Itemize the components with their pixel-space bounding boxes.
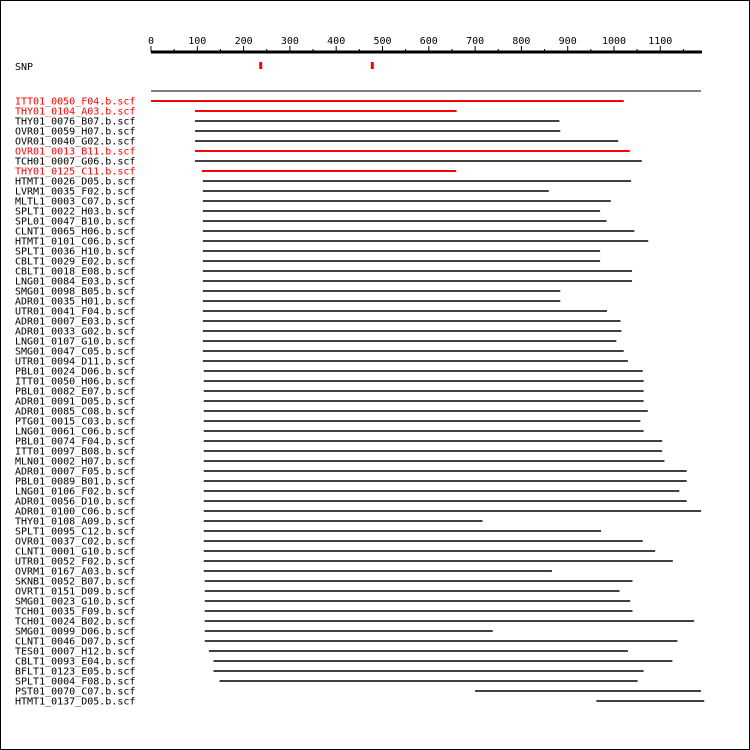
read-label: ADR01_0056_D10.b.scf xyxy=(15,496,136,508)
ruler-tick-label: 100 xyxy=(188,36,207,47)
read-label: LVRM1_0035_F02.b.scf xyxy=(15,186,136,198)
read-label: OVR01_0040_G02.b.scf xyxy=(15,136,136,148)
read-label: ADR01_0007_E03.b.scf xyxy=(15,316,136,328)
read-label: OVRT1_0151_D09.b.scf xyxy=(15,586,136,598)
read-label: ADR01_0085_C08.b.scf xyxy=(15,406,136,418)
read-label: MLN01_0002_H07.b.scf xyxy=(15,456,136,468)
alignment-chart xyxy=(1,1,749,749)
read-label: SPL01_0047_B10.b.scf xyxy=(15,216,136,228)
read-label: CLNT1_0046_D07.b.scf xyxy=(15,636,136,648)
read-label: SKNB1_0052_B07.b.scf xyxy=(15,576,136,588)
read-label: LNG01_0061_C06.b.scf xyxy=(15,426,136,438)
read-label: CBLT1_0093_E04.b.scf xyxy=(15,656,136,668)
ruler-tick-label: 900 xyxy=(558,36,577,47)
read-label: OVR01_0059_H07.b.scf xyxy=(15,126,136,138)
ruler-tick-label: 200 xyxy=(234,36,253,47)
read-label: THY01_0108_A09.b.scf xyxy=(15,516,136,528)
read-label: UTR01_0041_F04.b.scf xyxy=(15,306,136,318)
read-label: PTG01_0015_C03.b.scf xyxy=(15,416,136,428)
ruler-tick-label: 600 xyxy=(419,36,438,47)
read-label: ADR01_0035_H01.b.scf xyxy=(15,296,136,308)
read-label: CLNT1_0065_H06.b.scf xyxy=(15,226,136,238)
read-label: TCH01_0024_B02.b.scf xyxy=(15,616,136,628)
read-label: THY01_0104_A03.b.scf xyxy=(15,106,136,118)
ruler-tick-label: 0 xyxy=(147,36,155,47)
read-label: LNG01_0107_G10.b.scf xyxy=(15,336,136,348)
snp-marker xyxy=(371,62,374,69)
snp-label: SNP xyxy=(15,62,34,73)
ruler-tick-label: 800 xyxy=(512,36,531,47)
read-label: BFLT1_0123_E05.b.scf xyxy=(15,666,136,678)
read-label: TES01_0007_H12.b.scf xyxy=(15,646,136,658)
read-label: SPLT1_0036_H10.b.scf xyxy=(15,246,136,258)
read-label: ADR01_0100_C06.b.scf xyxy=(15,506,136,518)
read-label: OVRM1_0167_A03.b.scf xyxy=(15,566,136,578)
read-label: ADR01_0091_D05.b.scf xyxy=(15,396,136,408)
read-label: THY01_0076_B07.b.scf xyxy=(15,116,136,128)
read-label: UTR01_0052_F02.b.scf xyxy=(15,556,136,568)
ruler-tick-label: 700 xyxy=(466,36,485,47)
ruler-tick-label: 300 xyxy=(280,36,299,47)
read-label: CLNT1_0001_G10.b.scf xyxy=(15,546,136,558)
read-label: SMG01_0098_B05.b.scf xyxy=(15,286,136,298)
read-label: SMG01_0023_G10.b.scf xyxy=(15,596,136,608)
read-label: PST01_0070_C07.b.scf xyxy=(15,686,136,698)
read-label: UTR01_0094_D11.b.scf xyxy=(15,356,136,368)
read-label: PBL01_0024_D06.b.scf xyxy=(15,366,136,378)
read-label: SMG01_0099_D06.b.scf xyxy=(15,626,136,638)
read-label: LNG01_0106_F02.b.scf xyxy=(15,486,136,498)
read-label: THY01_0125_C11.b.scf xyxy=(15,166,136,178)
read-label: OVR01_0013_B11.b.scf xyxy=(15,146,136,158)
snp-track xyxy=(15,62,374,73)
read-label: ITT01_0050_F04.b.scf xyxy=(15,96,136,108)
read-label: CBLT1_0018_E08.b.scf xyxy=(15,266,136,278)
snp-marker xyxy=(259,62,262,69)
read-label: PBL01_0082_E07.b.scf xyxy=(15,386,136,398)
position-ruler xyxy=(148,36,702,52)
read-label: MLTL1_0003_C07.b.scf xyxy=(15,196,136,208)
read-label: SPLT1_0095_C12.b.scf xyxy=(15,526,136,538)
read-label: SMG01_0047_C05.b.scf xyxy=(15,346,136,358)
read-label: SPLT1_0022_H03.b.scf xyxy=(15,206,136,218)
ruler-tick-label: 1000 xyxy=(601,36,627,47)
ruler-tick-label: 500 xyxy=(373,36,392,47)
read-label: ITT01_0097_B08.b.scf xyxy=(15,446,136,458)
read-label: ADR01_0033_G02.b.scf xyxy=(15,326,136,338)
read-label: HTMT1_0026_D05.b.scf xyxy=(15,176,136,188)
read-label: SPLT1_0004_F08.b.scf xyxy=(15,676,136,688)
read-label: HTMT1_0101_C06.b.scf xyxy=(15,236,136,248)
read-label: TCH01_0035_F09.b.scf xyxy=(15,606,136,618)
read-label: PBL01_0089_B01.b.scf xyxy=(15,476,136,488)
read-label: PBL01_0074_F04.b.scf xyxy=(15,436,136,448)
read-label: HTMT1_0137_D05.b.scf xyxy=(15,696,136,708)
read-label: ITT01_0050_H06.b.scf xyxy=(15,376,136,388)
read-label: LNG01_0084_E03.b.scf xyxy=(15,276,136,288)
read-label: OVR01_0037_C02.b.scf xyxy=(15,536,136,548)
read-label: TCH01_0007_G06.b.scf xyxy=(15,156,136,168)
read-label: ADR01_0007_F05.b.scf xyxy=(15,466,136,478)
ruler-tick-label: 400 xyxy=(327,36,346,47)
read-label: CBLT1_0029_E02.b.scf xyxy=(15,256,136,268)
read-alignments xyxy=(15,97,704,708)
ruler-tick-label: 1100 xyxy=(648,36,673,47)
